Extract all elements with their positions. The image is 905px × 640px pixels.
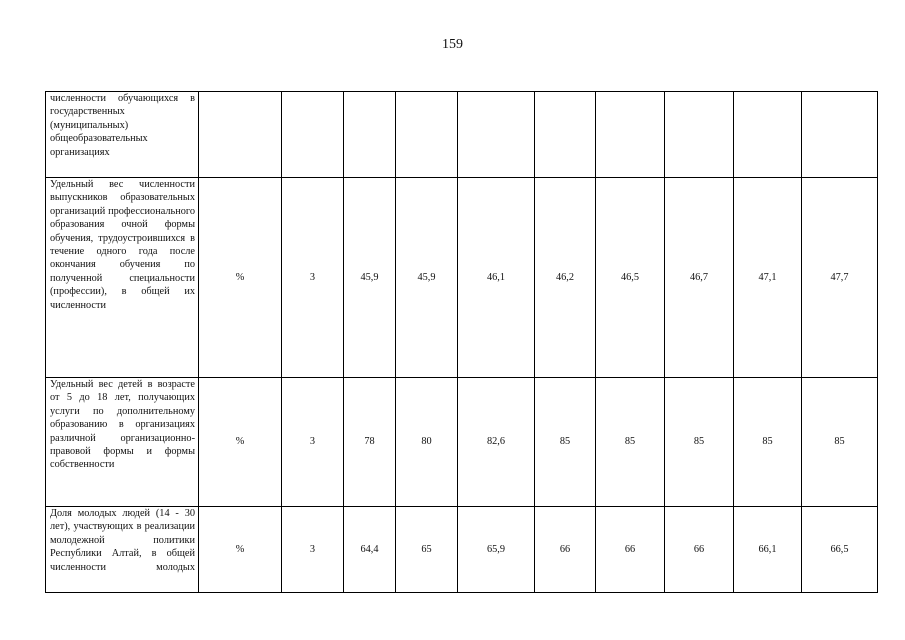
value-cell bbox=[458, 92, 535, 178]
unit-cell bbox=[199, 92, 282, 178]
code-cell: 3 bbox=[282, 507, 344, 593]
unit-cell: % bbox=[199, 378, 282, 507]
value-cell bbox=[396, 92, 458, 178]
value-cell: 80 bbox=[396, 378, 458, 507]
page-number: 159 bbox=[442, 37, 463, 52]
indicator-description: численности обучающихся в государственных (муниципальных) общеобразовательных организациях bbox=[46, 92, 199, 178]
table-row bbox=[46, 92, 878, 178]
code-cell: 3 bbox=[282, 378, 344, 507]
value-cell bbox=[596, 92, 665, 178]
table-row bbox=[46, 378, 878, 507]
value-cell bbox=[802, 92, 878, 178]
table-row bbox=[46, 507, 878, 593]
value-cell: 85 bbox=[802, 378, 878, 507]
value-cell bbox=[535, 92, 596, 178]
value-cell: 66 bbox=[535, 507, 596, 593]
unit-cell: % bbox=[199, 178, 282, 378]
value-cell: 45,9 bbox=[344, 178, 396, 378]
value-cell: 46,1 bbox=[458, 178, 535, 378]
value-cell: 85 bbox=[734, 378, 802, 507]
code-cell: 3 bbox=[282, 178, 344, 378]
value-cell: 85 bbox=[665, 378, 734, 507]
value-cell: 46,5 bbox=[596, 178, 665, 378]
indicators-table bbox=[45, 91, 878, 593]
indicator-description: Доля молодых людей (14 - 30 лет), участвующих в реализации молодежной политики Республики Алтай, в общей численности молодых bbox=[46, 507, 199, 593]
value-cell: 65,9 bbox=[458, 507, 535, 593]
code-cell bbox=[282, 92, 344, 178]
value-cell: 66 bbox=[665, 507, 734, 593]
value-cell: 45,9 bbox=[396, 178, 458, 378]
value-cell: 66,5 bbox=[802, 507, 878, 593]
value-cell: 46,7 bbox=[665, 178, 734, 378]
value-cell bbox=[734, 92, 802, 178]
value-cell: 66 bbox=[596, 507, 665, 593]
value-cell: 85 bbox=[535, 378, 596, 507]
value-cell: 82,6 bbox=[458, 378, 535, 507]
value-cell: 47,1 bbox=[734, 178, 802, 378]
value-cell: 64,4 bbox=[344, 507, 396, 593]
unit-cell: % bbox=[199, 507, 282, 593]
indicator-description: Удельный вес численности выпускников образовательных организаций профессионального образования очной формы обучения, трудоустроившихся в течение одного года после окончания обучения по полученной специальности (профессии), в общей их численности bbox=[46, 178, 199, 378]
value-cell: 47,7 bbox=[802, 178, 878, 378]
value-cell: 46,2 bbox=[535, 178, 596, 378]
value-cell: 66,1 bbox=[734, 507, 802, 593]
value-cell bbox=[665, 92, 734, 178]
value-cell: 78 bbox=[344, 378, 396, 507]
value-cell: 65 bbox=[396, 507, 458, 593]
value-cell bbox=[344, 92, 396, 178]
value-cell: 85 bbox=[596, 378, 665, 507]
indicator-description: Удельный вес детей в возрасте от 5 до 18 лет, получающих услуги по дополнительному образованию в организациях различной организационно-правовой формы и формы собственности bbox=[46, 378, 199, 507]
table-row bbox=[46, 178, 878, 378]
